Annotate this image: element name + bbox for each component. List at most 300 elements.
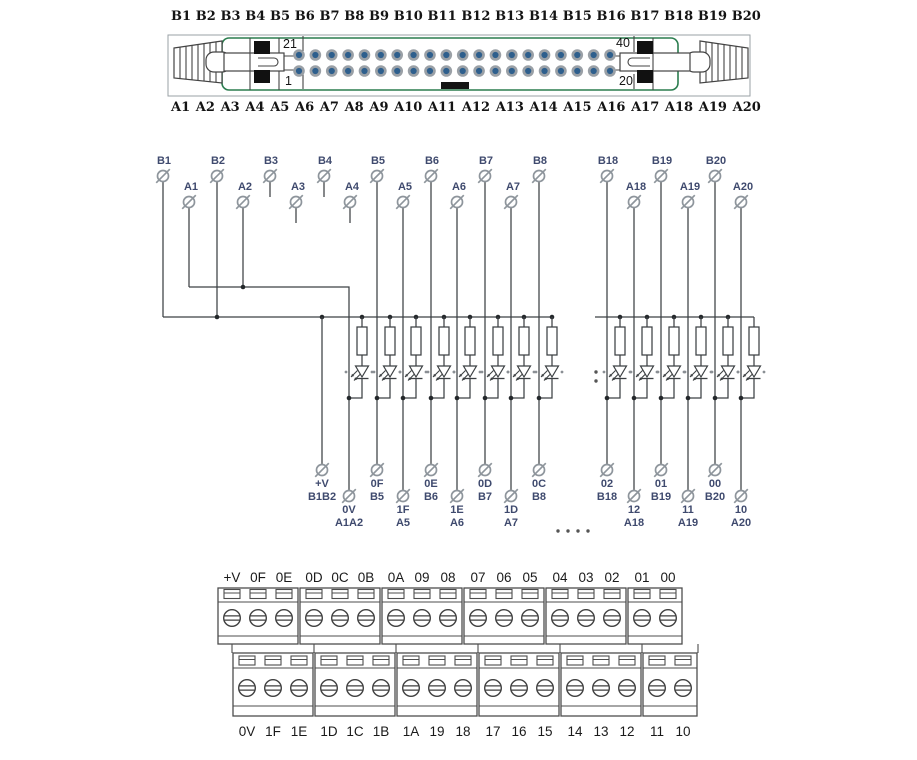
screw-terminal (522, 610, 539, 627)
mount-block-right-top (637, 41, 653, 54)
screw-terminal (552, 610, 569, 627)
terminal-label: 18 (455, 724, 471, 739)
terminal-tab (440, 590, 456, 599)
connector-pin-contact (509, 52, 515, 58)
wire (377, 379, 390, 399)
screw-terminal (250, 610, 267, 627)
connector-pin-label: A19 (698, 100, 727, 115)
schematic-terminal-label: A4 (344, 181, 360, 193)
output-pin-label: B20 (704, 491, 726, 503)
output-signal-label: 00 (708, 478, 722, 490)
screw-terminal (373, 680, 390, 697)
resistor (493, 327, 503, 355)
terminal-label: 12 (619, 724, 635, 739)
terminal-tab (429, 656, 445, 665)
terminal-label: 10 (675, 724, 691, 739)
terminal-tab (250, 590, 266, 599)
connector-pin-label: A7 (319, 100, 339, 115)
junction-dot (455, 396, 460, 401)
output-signal-label: 0C (531, 478, 547, 490)
connector-pin-label: A15 (563, 100, 592, 115)
schematic-terminal-label: B8 (532, 155, 548, 167)
connector-pin-contact (410, 52, 416, 58)
connector-pin-contact (460, 52, 466, 58)
junction-dot (739, 396, 744, 401)
led-triangle (614, 366, 627, 377)
led-flank-dot (763, 371, 766, 374)
wire (688, 379, 701, 399)
connector-pin-contact (345, 68, 351, 74)
wire (715, 379, 728, 399)
connector-pin-contact (574, 68, 580, 74)
terminal-label: 0C (331, 570, 349, 585)
led-flank-dot (345, 371, 348, 374)
terminal-tab (537, 656, 553, 665)
terminal-tab (455, 656, 471, 665)
output-signal-label: 01 (654, 478, 668, 490)
terminal-tab (358, 590, 374, 599)
schematic-terminal-label: B6 (424, 155, 440, 167)
connector-pin-contact (312, 68, 318, 74)
led-flank-dot (657, 371, 660, 374)
latch-bar-left (224, 53, 284, 71)
resistor (642, 327, 652, 355)
led-triangle (722, 366, 735, 377)
connector-pin-label: A2 (195, 100, 215, 115)
output-signal-label: +V (315, 478, 329, 490)
connector-pin-contact (492, 68, 498, 74)
terminal-tab (373, 656, 389, 665)
terminal-label: 1A (402, 724, 420, 739)
wire (485, 379, 498, 399)
screw-terminal (485, 680, 502, 697)
wire (634, 379, 647, 399)
screw-terminal (660, 610, 677, 627)
connector-pin-label: B15 (562, 9, 592, 24)
connector-pin-label: A12 (461, 100, 491, 115)
output-signal-label: 0D (477, 478, 493, 490)
wire (349, 379, 362, 399)
terminal-tab (619, 656, 635, 665)
wire (741, 379, 754, 399)
output-pin-label: A19 (677, 517, 699, 529)
wire (431, 379, 444, 399)
schematic-terminal-label: A5 (397, 181, 413, 193)
junction-dot (537, 396, 542, 401)
led-triangle (464, 366, 477, 377)
junction-dot (347, 396, 352, 401)
screw-terminal (537, 680, 554, 697)
connector-pin-contact (460, 68, 466, 74)
connector-pin-contact (476, 68, 482, 74)
screw-terminal (567, 680, 584, 697)
connector-pin-label: B5 (270, 9, 291, 24)
terminal-tab (649, 656, 665, 665)
mount-block-left-bottom (254, 70, 270, 83)
wire (511, 379, 524, 399)
screw-terminal (414, 610, 431, 627)
screw-terminal (265, 680, 282, 697)
connector-pin-label: A17 (631, 100, 660, 115)
connector-pin-contact (427, 52, 433, 58)
terminal-label: 13 (593, 724, 609, 739)
output-pin-label: B5 (369, 491, 385, 503)
screw-terminal (496, 610, 513, 627)
screw-terminal (321, 680, 338, 697)
mount-block-left-top (254, 41, 270, 54)
connector-pin-contact (312, 52, 318, 58)
junction-dot (375, 396, 380, 401)
output-signal-label: 1F (396, 504, 410, 516)
terminal-label: 0B (357, 570, 375, 585)
terminal-tab (593, 656, 609, 665)
resistor (411, 327, 421, 355)
connector-pin-contact (394, 68, 400, 74)
schematic-terminal-label: A2 (237, 181, 253, 193)
continuation-dot (556, 529, 559, 532)
connector-pin-contact (443, 52, 449, 58)
terminal-tab (388, 590, 404, 599)
screw-terminal (619, 680, 636, 697)
terminal-label: 19 (429, 724, 445, 739)
led-triangle (438, 366, 451, 377)
junction-dot (215, 315, 220, 320)
connector-pin-contact (427, 68, 433, 74)
connector-pin-contact (525, 52, 531, 58)
schematic-terminal-label: B18 (597, 155, 619, 167)
schematic-terminal-label: B4 (317, 155, 333, 167)
output-signal-label: 10 (734, 504, 748, 516)
terminal-label: 05 (522, 570, 538, 585)
terminal-tab (660, 590, 676, 599)
connector-pin-label: A11 (428, 100, 457, 115)
junction-dot (605, 396, 610, 401)
connector-pin-contact (443, 68, 449, 74)
resistor (615, 327, 625, 355)
terminal-tab (675, 656, 691, 665)
connector-pin-label: B12 (461, 9, 491, 24)
terminal-label: 0D (305, 570, 323, 585)
wire (403, 379, 416, 399)
output-signal-label: 12 (627, 504, 641, 516)
screw-terminal (429, 680, 446, 697)
schematic-terminal-label: B1 (156, 155, 172, 167)
connector-pin-label: B20 (731, 9, 761, 24)
junction-dot (241, 285, 246, 290)
junction-dot (659, 396, 664, 401)
screw-terminal (358, 610, 375, 627)
output-pin-label: A18 (623, 517, 645, 529)
connector-pin-label: B6 (294, 9, 315, 24)
connector-drawing (168, 35, 750, 96)
terminal-label: 09 (414, 570, 430, 585)
continuation-dot (586, 529, 589, 532)
terminal-label: 03 (578, 570, 594, 585)
mount-block-right-bottom (637, 70, 653, 83)
led-triangle (356, 366, 369, 377)
screw-terminal (455, 680, 472, 697)
terminal-label: 17 (485, 724, 501, 739)
led-flank-dot (561, 371, 564, 374)
connector-pin-label: A4 (245, 100, 265, 115)
screw-terminal (675, 680, 692, 697)
terminal-tab (276, 590, 292, 599)
terminal-label: 0E (275, 570, 293, 585)
terminal-tab (224, 590, 240, 599)
output-pin-label: B7 (477, 491, 493, 503)
continuation-dot (594, 379, 597, 382)
connector-pin-contact (476, 52, 482, 58)
connector-pin-contact (329, 68, 335, 74)
schematic-terminal-label: B5 (370, 155, 386, 167)
led-flank-dot (737, 371, 740, 374)
screw-terminal (578, 610, 595, 627)
connector-pin-contact (541, 68, 547, 74)
connector-pin-contact (591, 68, 597, 74)
resistor (696, 327, 706, 355)
connector-pin-contact (378, 68, 384, 74)
connector-pin-label: A9 (369, 100, 389, 115)
wire (457, 379, 470, 399)
resistor (749, 327, 759, 355)
connector-pin-label: B4 (245, 9, 266, 24)
connector-pin-contact (558, 68, 564, 74)
polarization-key (441, 82, 469, 89)
led-flank-dot (453, 371, 456, 374)
led-flank-dot (481, 371, 484, 374)
output-pin-label: A7 (503, 517, 519, 529)
screw-terminal (291, 680, 308, 697)
screw-terminal (470, 610, 487, 627)
connector-pin-label: A8 (344, 100, 364, 115)
output-signal-label: 1D (503, 504, 519, 516)
terminal-label: 14 (567, 724, 583, 739)
junction-dot (632, 396, 637, 401)
led-flank-dot (684, 371, 687, 374)
terminal-label: 0V (238, 724, 256, 739)
connector-pin-label: A6 (294, 100, 315, 115)
terminal-label: 00 (660, 570, 676, 585)
connector-pin-label: B16 (596, 9, 626, 24)
terminal-label: 0A (387, 570, 405, 585)
resistor (669, 327, 679, 355)
connector-pin-label: B9 (369, 9, 390, 24)
schematic-terminal-label: A19 (679, 181, 701, 193)
output-signal-label: 02 (600, 478, 614, 490)
terminal-label: 1E (290, 724, 308, 739)
schematic-terminal-label: B20 (705, 155, 727, 167)
screw-terminal (224, 610, 241, 627)
led-triangle (641, 366, 654, 377)
terminal-tab (567, 656, 583, 665)
terminal-label: 1F (265, 724, 281, 739)
connector-pin-label: B2 (195, 9, 216, 24)
connector-pin-contact (345, 52, 351, 58)
led-triangle (695, 366, 708, 377)
schematic-terminal-label: A1 (183, 181, 199, 193)
connector-pin-label: A16 (597, 100, 626, 115)
led-flank-dot (630, 371, 633, 374)
terminal-label: 07 (470, 570, 486, 585)
led-flank-dot (711, 371, 714, 374)
wire (607, 379, 620, 399)
schematic-terminal-label: A18 (625, 181, 647, 193)
screw-terminal (347, 680, 364, 697)
connector-pin-label: A3 (220, 100, 240, 115)
output-pin-label: B1B2 (307, 491, 337, 503)
connector-pin-contact (361, 68, 367, 74)
connector-pin-contact (394, 52, 400, 58)
junction-dot (401, 396, 406, 401)
connector-pin-contact (509, 68, 515, 74)
terminal-label: +V (223, 570, 241, 585)
led-triangle (384, 366, 397, 377)
led-triangle (518, 366, 531, 377)
led-flank-dot (535, 371, 538, 374)
led-triangle (748, 366, 761, 377)
junction-dot (509, 396, 514, 401)
led-flank-dot (427, 371, 430, 374)
screw-terminal (276, 610, 293, 627)
connector-pin-label: A1 (171, 100, 191, 115)
output-pin-label: B8 (531, 491, 547, 503)
schematic-terminal-label: B2 (210, 155, 226, 167)
screw-terminal (306, 610, 323, 627)
terminal-tab (306, 590, 322, 599)
circuit-schematic (156, 155, 765, 533)
resistor (723, 327, 733, 355)
terminal-tab (522, 590, 538, 599)
connector-pin-contact (525, 68, 531, 74)
connector-pin-contact (607, 52, 613, 58)
connector-pin-label: A20 (732, 100, 761, 115)
schematic-terminal-label: A20 (732, 181, 754, 193)
connector-pin-contact (541, 52, 547, 58)
output-signal-label: 0E (424, 478, 438, 490)
connector-pin-contact (378, 52, 384, 58)
connector-pin-contact (329, 52, 335, 58)
screw-terminal (634, 610, 651, 627)
terminal-label: 0F (250, 570, 266, 585)
led-triangle (668, 366, 681, 377)
pin-number-top-left: 21 (283, 37, 297, 51)
schematic-terminal-label: B19 (651, 155, 673, 167)
connector-pin-label: A13 (495, 100, 524, 115)
resistor (385, 327, 395, 355)
connector-pin-label: B14 (528, 9, 559, 24)
pin-number-bottom-left: 1 (285, 74, 292, 88)
connector-pin-label: B3 (220, 9, 241, 24)
connector-pin-label: A5 (270, 100, 290, 115)
terminal-tab (511, 656, 527, 665)
connector-pin-label: B7 (319, 9, 340, 24)
connector-pin-label: B19 (697, 9, 728, 24)
terminal-label: 11 (649, 724, 665, 739)
connector-pin-contact (296, 68, 302, 74)
junction-dot (686, 396, 691, 401)
resistor (465, 327, 475, 355)
led-flank-dot (507, 371, 510, 374)
terminal-tab (265, 656, 281, 665)
led-triangle (410, 366, 423, 377)
screw-terminal (332, 610, 349, 627)
continuation-dot (594, 370, 597, 373)
terminal-tab (347, 656, 363, 665)
resistor (547, 327, 557, 355)
connector-pin-label: B11 (427, 9, 457, 24)
output-signal-label: 11 (682, 504, 694, 516)
connector-pin-contact (296, 52, 302, 58)
latch-bar-right (620, 53, 690, 71)
screw-terminal (604, 610, 621, 627)
connector-pin-contact (492, 52, 498, 58)
terminal-tab (604, 590, 620, 599)
resistor (357, 327, 367, 355)
output-pin-label: A6 (449, 517, 465, 529)
connector-pin-label: A18 (664, 100, 694, 115)
screw-terminal (649, 680, 666, 697)
connector-pin-contact (591, 52, 597, 58)
connector-pin-contact (607, 68, 613, 74)
screw-terminal (440, 610, 457, 627)
screw-terminal (593, 680, 610, 697)
schematic-terminal-label: B7 (478, 155, 494, 167)
schematic-terminal-label: B3 (263, 155, 279, 167)
terminal-tab (291, 656, 307, 665)
terminal-tab (321, 656, 337, 665)
output-pin-label: B18 (596, 491, 618, 503)
terminal-tab (496, 590, 512, 599)
terminal-label: 06 (496, 570, 512, 585)
terminal-label: 08 (440, 570, 456, 585)
pin-number-bottom-right: 20 (619, 74, 633, 88)
connector-pin-label: A14 (529, 100, 558, 115)
junction-dot (713, 396, 718, 401)
terminal-label: 1C (346, 724, 364, 739)
connector-pin-contact (558, 52, 564, 58)
wire (539, 379, 552, 399)
screw-terminal (511, 680, 528, 697)
connector-pin-label: B8 (344, 9, 365, 24)
terminal-label: 15 (537, 724, 553, 739)
connector-pin-label: B17 (630, 9, 660, 24)
output-signal-label: 0V (342, 504, 356, 516)
output-signal-label: 1E (450, 504, 464, 516)
connector-pin-label: A10 (394, 100, 423, 115)
resistor (439, 327, 449, 355)
schematic-terminal-label: A6 (451, 181, 467, 193)
output-pin-label: A20 (730, 517, 752, 529)
output-pin-label: A5 (395, 517, 411, 529)
terminal-label: 02 (604, 570, 620, 585)
terminal-label: 1D (320, 724, 338, 739)
connector-row-b-labels (171, 9, 761, 24)
led-triangle (546, 366, 559, 377)
terminal-label: 04 (552, 570, 568, 585)
terminal-label: 01 (634, 570, 650, 585)
terminal-label: 16 (511, 724, 527, 739)
junction-dot (429, 396, 434, 401)
schematic-terminal-label: A3 (290, 181, 306, 193)
screw-terminal (239, 680, 256, 697)
led-flank-dot (603, 371, 606, 374)
continuation-dot (576, 529, 579, 532)
led-triangle (492, 366, 505, 377)
led-flank-dot (399, 371, 402, 374)
pin-number-top-right: 40 (616, 36, 630, 50)
screw-terminal (388, 610, 405, 627)
connector-pin-label: B10 (393, 9, 423, 24)
